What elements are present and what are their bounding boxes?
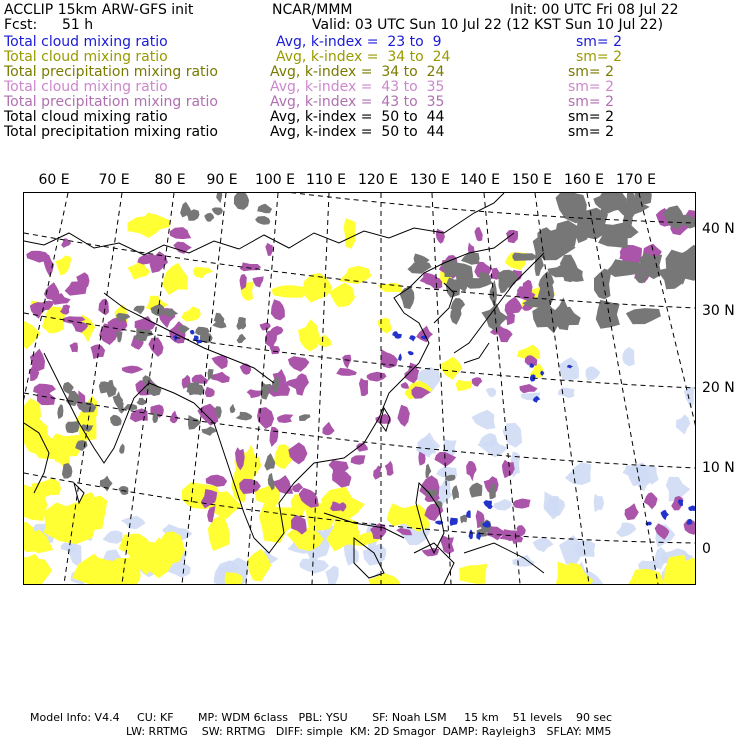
cloud-field-area <box>469 529 474 539</box>
cloud-field-area <box>466 461 477 481</box>
forecast-hours: 51 h <box>62 17 94 33</box>
cloud-field-area <box>24 557 52 584</box>
cloud-field-area <box>367 372 387 382</box>
cloud-field-area <box>234 193 249 210</box>
cloud-field-area <box>625 503 639 520</box>
cloud-field-area <box>201 426 217 436</box>
field-k-index: Avg, k-index = 43 to 35 <box>270 94 445 110</box>
cloud-field-area <box>512 253 537 261</box>
field-smoothing: sm= 2 <box>576 34 623 50</box>
cloud-field-area <box>397 405 409 427</box>
cloud-field-area <box>436 229 445 244</box>
longitude-label: 90 E <box>206 172 238 188</box>
cloud-field-area <box>586 366 601 380</box>
field-k-index: Avg, k-index = 43 to 35 <box>270 79 445 95</box>
cloud-field-area <box>181 306 201 321</box>
cloud-field-area <box>594 494 605 512</box>
center-label: NCAR/MMM <box>272 2 353 18</box>
cloud-field-area <box>116 330 122 343</box>
cloud-field-area <box>409 335 416 341</box>
cloud-field-area <box>688 506 695 512</box>
cloud-field-area <box>558 387 575 398</box>
cloud-field-area <box>408 351 414 355</box>
latitude-label: 0 <box>702 541 711 557</box>
cloud-field-area <box>247 389 262 398</box>
cloud-field-area <box>368 573 400 584</box>
cloud-field-area <box>237 334 247 344</box>
field-row <box>4 95 736 110</box>
cloud-field-area <box>271 299 285 320</box>
cloud-field-area <box>57 404 63 419</box>
cloud-field-area <box>471 410 495 430</box>
model-title: ACCLIP 15km ARW-GFS init <box>4 2 194 18</box>
cloud-field-area <box>265 243 273 256</box>
cloud-field-area <box>236 412 253 421</box>
cloud-field-area <box>398 353 402 361</box>
cloud-field-area <box>299 559 329 574</box>
cloud-field-area <box>623 207 633 229</box>
cloud-field-area <box>359 378 368 396</box>
cloud-field-area <box>116 401 124 413</box>
model-info-line1: Model Info: V4.4 CU: KF MP: WDM 6class PBL: YSU SF: Noah LSM 15 km 51 levels 90 sec <box>30 711 613 724</box>
cloud-field-area <box>385 461 394 476</box>
longitude-label: 120 E <box>357 172 399 188</box>
field-k-index: Avg, k-index = 50 to 44 <box>270 124 445 140</box>
cloud-field-area <box>205 387 215 398</box>
cloud-field-area <box>230 404 236 413</box>
field-k-index: Avg, k-index = 23 to 9 <box>276 34 442 50</box>
cloud-field-area <box>377 318 392 334</box>
cloud-field-area <box>594 269 611 300</box>
field-name: Total cloud mixing ratio <box>4 49 168 65</box>
cloud-field-area <box>193 267 213 279</box>
longitude-label: 130 E <box>409 172 451 188</box>
cloud-field-area <box>533 537 554 552</box>
cloud-field-area <box>252 276 263 287</box>
cloud-field-area <box>162 263 188 295</box>
field-row <box>4 80 736 95</box>
valid-time: Valid: 03 UTC Sun 10 Jul 22 (12 KST Sun 10 Jul 22) <box>312 17 664 33</box>
field-row <box>4 35 736 50</box>
cloud-field-area <box>512 555 534 567</box>
cloud-field-area <box>342 355 351 369</box>
cloud-field-area <box>121 516 146 529</box>
field-row <box>4 110 736 125</box>
cloud-field-area <box>505 297 523 317</box>
cloud-field-area <box>401 382 409 389</box>
meridian-line <box>432 193 451 584</box>
field-name: Total precipitation mixing ratio <box>4 124 218 140</box>
cloud-field-area <box>103 530 123 543</box>
field-smoothing: sm= 2 <box>568 94 615 110</box>
cloud-field-area <box>110 415 122 426</box>
cloud-field-area <box>497 327 513 342</box>
coastline <box>24 233 239 255</box>
cloud-field-area <box>486 388 497 398</box>
cloud-field-area <box>472 377 483 387</box>
cloud-field-area <box>373 465 381 479</box>
forecast-label: Fcst: <box>4 17 38 33</box>
cloud-field-area <box>211 372 230 383</box>
cloud-field-area <box>240 262 261 271</box>
cloud-field-area <box>212 207 223 215</box>
longitude-label: 160 E <box>563 172 605 188</box>
field-name: Total precipitation mixing ratio <box>4 64 218 80</box>
cloud-field-area <box>277 414 293 423</box>
cloud-field-area <box>616 523 636 538</box>
cloud-field-area <box>558 307 581 328</box>
cloud-field-area <box>272 285 306 297</box>
cloud-field-area <box>264 453 275 471</box>
field-name: Total precipitation mixing ratio <box>4 94 218 110</box>
cloud-field-area <box>332 468 351 488</box>
cloud-field-area <box>644 492 658 509</box>
cloud-field-area <box>288 356 310 372</box>
field-k-index: Avg, k-index = 34 to 24 <box>276 49 451 65</box>
longitude-label: 100 E <box>254 172 296 188</box>
cloud-field-area <box>240 364 252 375</box>
cloud-field-area <box>62 463 73 479</box>
field-k-index: Avg, k-index = 50 to 44 <box>270 109 445 125</box>
cloud-field-area <box>336 368 357 376</box>
cloud-field-area <box>98 299 109 316</box>
cloud-field-area <box>676 414 690 434</box>
field-smoothing: sm= 2 <box>568 124 615 140</box>
longitude-label: 150 E <box>511 172 553 188</box>
cloud-field-area <box>622 347 634 366</box>
cloud-field-area <box>624 569 665 584</box>
cloud-field-area <box>204 213 214 222</box>
cloud-field-area <box>506 230 518 243</box>
cloud-field-area <box>351 455 366 465</box>
cloud-field-area <box>661 510 669 520</box>
cloud-field-area <box>122 366 144 374</box>
cloud-field-area <box>137 398 148 406</box>
cloud-field-area <box>208 369 214 381</box>
cloud-field-area <box>424 276 442 290</box>
cloud-field-area <box>474 227 482 241</box>
cloud-field-area <box>686 519 692 525</box>
cloud-field-area <box>329 283 355 307</box>
latitude-label: 10 N <box>702 460 735 476</box>
cloud-field-area <box>211 355 228 369</box>
field-smoothing: sm= 2 <box>568 109 615 125</box>
cloud-field-area <box>344 218 356 249</box>
coastline <box>239 193 504 249</box>
field-name: Total cloud mixing ratio <box>4 34 168 50</box>
field-k-index: Avg, k-index = 34 to 24 <box>270 64 445 80</box>
field-smoothing: sm= 2 <box>568 79 615 95</box>
field-smoothing: sm= 2 <box>576 49 623 65</box>
longitude-label: 60 E <box>38 172 70 188</box>
cloud-field-area <box>519 384 537 393</box>
cloud-field-area <box>170 227 191 239</box>
cloud-field-area <box>55 255 71 275</box>
cloud-field-area <box>460 515 467 524</box>
cloud-field-area <box>255 216 270 225</box>
cloud-field-area <box>556 193 587 223</box>
cloud-field-area <box>173 242 192 254</box>
cloud-field-area <box>100 476 113 492</box>
coastline <box>464 343 489 363</box>
cloud-field-area <box>119 444 125 454</box>
cloud-field-area <box>456 380 474 391</box>
cloud-field-area <box>466 510 471 518</box>
cloud-field-area <box>257 204 272 213</box>
longitude-label: 140 E <box>459 172 501 188</box>
cloud-field-area <box>216 193 222 203</box>
cloud-field-area <box>493 499 512 511</box>
cloud-field-area <box>565 462 592 485</box>
cloud-field-area <box>322 422 334 436</box>
cloud-field-area <box>148 337 163 357</box>
field-row <box>4 65 736 80</box>
cloud-field-area <box>452 485 459 500</box>
longitude-label: 80 E <box>154 172 186 188</box>
cloud-field-area <box>270 427 279 447</box>
cloud-field-area <box>450 518 458 526</box>
cloud-field-area <box>66 421 80 433</box>
cloud-field-area <box>513 499 531 509</box>
longitude-label: 170 E <box>615 172 657 188</box>
cloud-field-area <box>407 262 431 274</box>
cloud-field-area <box>44 282 59 300</box>
field-row <box>4 50 736 65</box>
cloud-field-area <box>559 357 579 380</box>
cloud-field-area <box>626 308 661 324</box>
cloud-field-area <box>70 342 79 352</box>
map-canvas <box>24 193 695 584</box>
cloud-field-area <box>439 357 463 380</box>
field-name: Total cloud mixing ratio <box>4 109 168 125</box>
cloud-field-area <box>325 566 338 585</box>
cloud-field-area <box>469 483 482 498</box>
cloud-field-area <box>260 322 271 330</box>
forecast-map <box>23 192 696 585</box>
init-time: Init: 00 UTC Fri 08 Jul 22 <box>510 2 679 18</box>
longitude-label: 110 E <box>305 172 347 188</box>
cloud-field-area <box>459 564 487 584</box>
cloud-field-area <box>425 464 431 478</box>
model-info-line2: LW: RRTMG SW: RRTMG DIFF: simple KM: 2D Smagor DAMP: Rayleigh3 SFLAY: MM5 <box>126 725 612 738</box>
latitude-label: 40 N <box>702 221 735 237</box>
longitude-label: 70 E <box>98 172 130 188</box>
latitude-label: 20 N <box>702 380 735 396</box>
field-name: Total cloud mixing ratio <box>4 79 168 95</box>
cloud-field-area <box>299 414 310 421</box>
latitude-label: 30 N <box>702 303 735 319</box>
cloud-field-area <box>190 330 195 335</box>
field-row <box>4 125 736 140</box>
cloud-field-area <box>33 384 56 397</box>
cloud-field-area <box>298 319 319 351</box>
field-smoothing: sm= 2 <box>568 64 615 80</box>
